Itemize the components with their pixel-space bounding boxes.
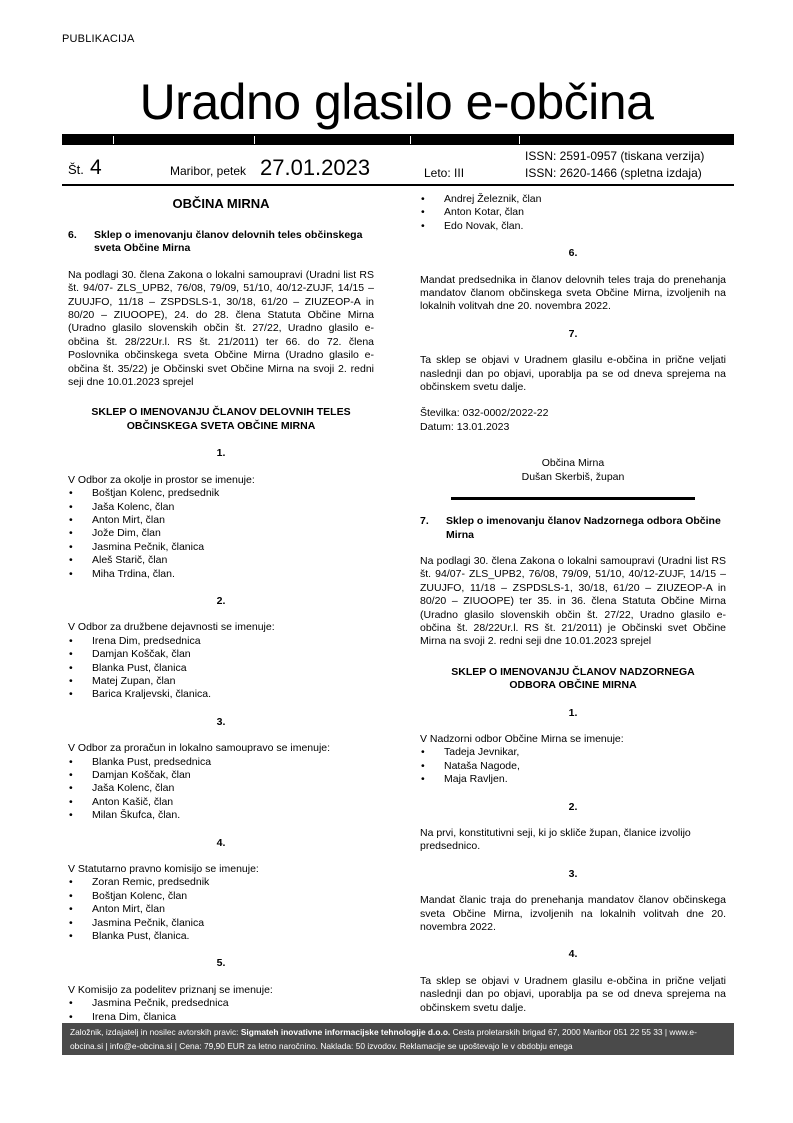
list-item: • Jasmina Pečnik, predsednica [68,997,374,1010]
section-number: 7. [568,327,578,340]
legal-basis-paragraph: Na podlagi 30. člena Zakona o lokalni samoupravi (Uradni list RS št. 94/07- ZLS_UPB2, 76/08, 79/09, 51/10, 40/12-ZUJF, 14/15 – ZUUJFO, 11/18 – ZSPDSLS-1, 30/18, 61/20 – ZIUZEOP-A in 80/20 – ZIUOOPE) ter 35. in 36. člena Statuta Občine Mirna (Uradno glasilo slovenskih občin št. 27/22, Uradno glasilo e-občina št. 28/22Ur.l. RS št. 21/2011) je Občinski svet Občine Mirna na svoji 2. redni seji dne 10.01.2023 sprejel [420,554,726,648]
member-list [420,193,726,233]
issn-print: ISSN: 2591-0957 (tiskana verzija) [525,149,705,163]
list-item: • Zoran Remic, predsednik [68,876,374,889]
list-item: • Blanka Pust, članica [68,662,374,675]
year-label: Leto: III [424,166,465,180]
list-item: • Nataša Nagode, [420,760,726,773]
list-item: • Andrej Železnik, član [420,193,726,206]
rule-tick [519,136,520,144]
issn-online: ISSN: 2620-1466 (spletna izdaja) [525,166,702,180]
list-item: • Anton Kotar, član [420,206,726,219]
member-list [68,997,374,1024]
footer-publisher: Sigmateh inovativne informacijske tehnologije d.o.o. [240,1027,451,1037]
item-heading [420,515,726,542]
section-number: 2. [216,594,226,607]
signature-name: Dušan Skerbiš, župan [521,470,625,483]
section-heading: V Odbor za družbene dejavnosti se imenuje: [68,621,275,634]
section-number: 2. [568,800,578,813]
footer-email-link[interactable]: info@e-obcina.si [109,1041,173,1051]
section-heading: V Statutarno pravno komisijo se imenuje: [68,863,259,876]
list-item: • Jaša Kolenc, član [68,782,374,795]
section-number: 5. [216,957,226,970]
issue-label: Št. [68,162,84,177]
list-item: • Barica Kraljevski, članica. [68,688,374,701]
decision-title: SKLEP O IMENOVANJU ČLANOV NADZORNEGA ODBORA OBČINE MIRNA [451,665,695,692]
list-item: • Tadeja Jevnikar, [420,746,726,759]
member-list [68,876,374,943]
list-item: • Anton Mirt, član [68,514,374,527]
rule-tick [410,136,411,144]
section-number: 1. [568,706,578,719]
section-number: 4. [216,836,226,849]
member-list [68,635,374,702]
item-heading [68,229,374,256]
section-number: 3. [216,715,226,728]
page-title: Uradno glasilo e-občina [139,74,654,130]
list-item: • Milan Škufca, član. [68,809,374,822]
list-item: • Matej Zupan, član [68,675,374,688]
list-item: • Aleš Starič, član [68,554,374,567]
rule-tick [254,136,255,144]
list-item: • Edo Novak, član. [420,220,726,233]
right-column [420,193,726,1015]
list-item: • Boštjan Kolenc, predsednik [68,487,374,500]
member-list [420,746,726,786]
header-rule [62,184,734,186]
item-number: 6. [68,229,77,241]
list-item: • Damjan Koščak, član [68,648,374,661]
list-item: • Damjan Koščak, član [68,769,374,782]
left-column [68,193,374,1024]
member-list [68,756,374,823]
item-title: Sklep o imenovanju članov Nadzornega odbora Občine Mirna [446,515,721,541]
footer-details: Cena: 79,90 EUR za letno naročnino. Naklada: 50 izvodov. Reklamacije se upoštevajo le v obdobju enega [179,1041,573,1051]
list-item: • Anton Mirt, član [68,903,374,916]
section-number: 3. [568,867,578,880]
rule-tick [113,136,114,144]
section-heading: V Komisijo za podelitev priznanj se imenuje: [68,983,273,996]
section-number: 4. [568,948,578,961]
list-item: • Jaša Kolenc, član [68,501,374,514]
section-heading: V Odbor za proračun in lokalno samoupravo se imenuje: [68,742,331,755]
list-item: • Irena Dim, članica [68,1011,374,1024]
section-heading: V Nadzorni odbor Občine Mirna se imenuje: [420,732,624,745]
section-text: Ta sklep se objavi v Uradnem glasilu e-občina in prične veljati naslednji dan po objavi, uporablja pa se od dneva sprejema na občinskem svetu dalje. [420,974,726,1014]
member-list [68,487,374,581]
list-item: • Blanka Pust, članica. [68,930,374,943]
place-date-label: Maribor, petek [170,164,247,178]
legal-basis-paragraph: Na podlagi 30. člena Zakona o lokalni samoupravi (Uradni list RS št. 94/07- ZLS_UPB2, 76/08, 79/09, 51/10, 40/12-ZUJF, 14/15 – ZUUJFO, 11/18 – ZSPDSLS-1, 30/18, 61/20 – ZIUZEOP-A in 80/20 – ZIUOOPE), 24. do 28. člena Statuta Občine Mirna (Uradno glasilo slovenskih občin št. 27/22, Uradno glasilo e-občina št. 28/22Ur.l. RS št. 21/2011) ter 66. do 72. člena Poslovnika občinskega sveta Občine Mirna (Uradno glasilo e-občina št. 35/22) je Občinski svet Občine Mirna na svoji 2. redni seji dne 10.01.2023 sprejel [68,268,374,389]
issue-date: 27.01.2023 [260,155,371,180]
section-number: 1. [216,447,226,460]
item-number: 7. [420,515,429,528]
section-text: Mandat predsednika in članov delovnih teles traja do prenehanja mandatov članom občinskega sveta Občine Mirna, izvoljenih na lokalnih volitvah dne 20. novembra 2022. [420,273,726,313]
section-text: Na prvi, konstitutivni seji, ki jo skliče župan, članice izvolijo predsednico. [420,827,691,853]
footer-prefix: Založnik, izdajatelj in nosilec avtorskih pravic: [70,1027,239,1037]
section-text: Mandat članic traja do prenehanja mandatov članov občinskega sveta Občine Mirna, izvoljenih na lokalnih volitvah dne 20. novembra 2022. [420,894,726,934]
publisher-footer: Založnik, izdajatelj in nosilec avtorskih pravic: Sigmateh inovativne informacijske tehnologije d.o.o. Cesta proletarskih brigad 67, 2000 Maribor 051 22 55 33 | www.e-obcina.si | info@e-obcina.si | Cena: 79,90 EUR za letno naročnino. Naklada: 50 izvodov. Reklamacije se upoštevajo le v obdobju enega [62,1023,734,1055]
list-item: • Jasmina Pečnik, članica [68,541,374,554]
issue-number: 4 [90,156,102,179]
list-item: • Jože Dim, član [68,527,374,540]
signature-org: Občina Mirna [541,457,605,470]
title-rule [62,134,734,145]
list-item: • Jasmina Pečnik, članica [68,917,374,930]
decision-title: SKLEP O IMENOVANJU ČLANOV DELOVNIH TELES OBČINSKEGA SVETA OBČINE MIRNA [91,406,351,432]
separator-rule [451,497,695,500]
list-item: • Miha Trdina, član. [68,568,374,581]
municipality-heading: OBČINA MIRNA [172,196,270,211]
document-number: Številka: 032-0002/2022-22 [420,407,549,420]
list-item: • Blanka Pust, predsednica [68,756,374,769]
footer-address: Cesta proletarskih brigad 67, 2000 Maribor 051 22 55 33 [452,1027,663,1037]
section-heading: V Odbor za okolje in prostor se imenuje: [68,473,255,486]
item-title: Sklep o imenovanju članov delovnih teles občinskega sveta Občine Mirna [94,229,363,255]
section-number: 6. [568,247,578,260]
list-item: • Boštjan Kolenc, član [68,890,374,903]
list-item: • Maja Ravljen. [420,773,726,786]
publication-label: PUBLIKACIJA [62,33,135,45]
footer-website-link[interactable]: www.e-obcina.si [70,1027,697,1051]
document-date: Datum: 13.01.2023 [420,420,510,433]
section-text: Ta sklep se objavi v Uradnem glasilu e-občina in prične veljati naslednji dan po objavi, uporablja pa se od dneva sprejema na občinskem svetu dalje. [420,354,726,394]
list-item: • Irena Dim, predsednica [68,635,374,648]
list-item: • Anton Kašič, član [68,796,374,809]
